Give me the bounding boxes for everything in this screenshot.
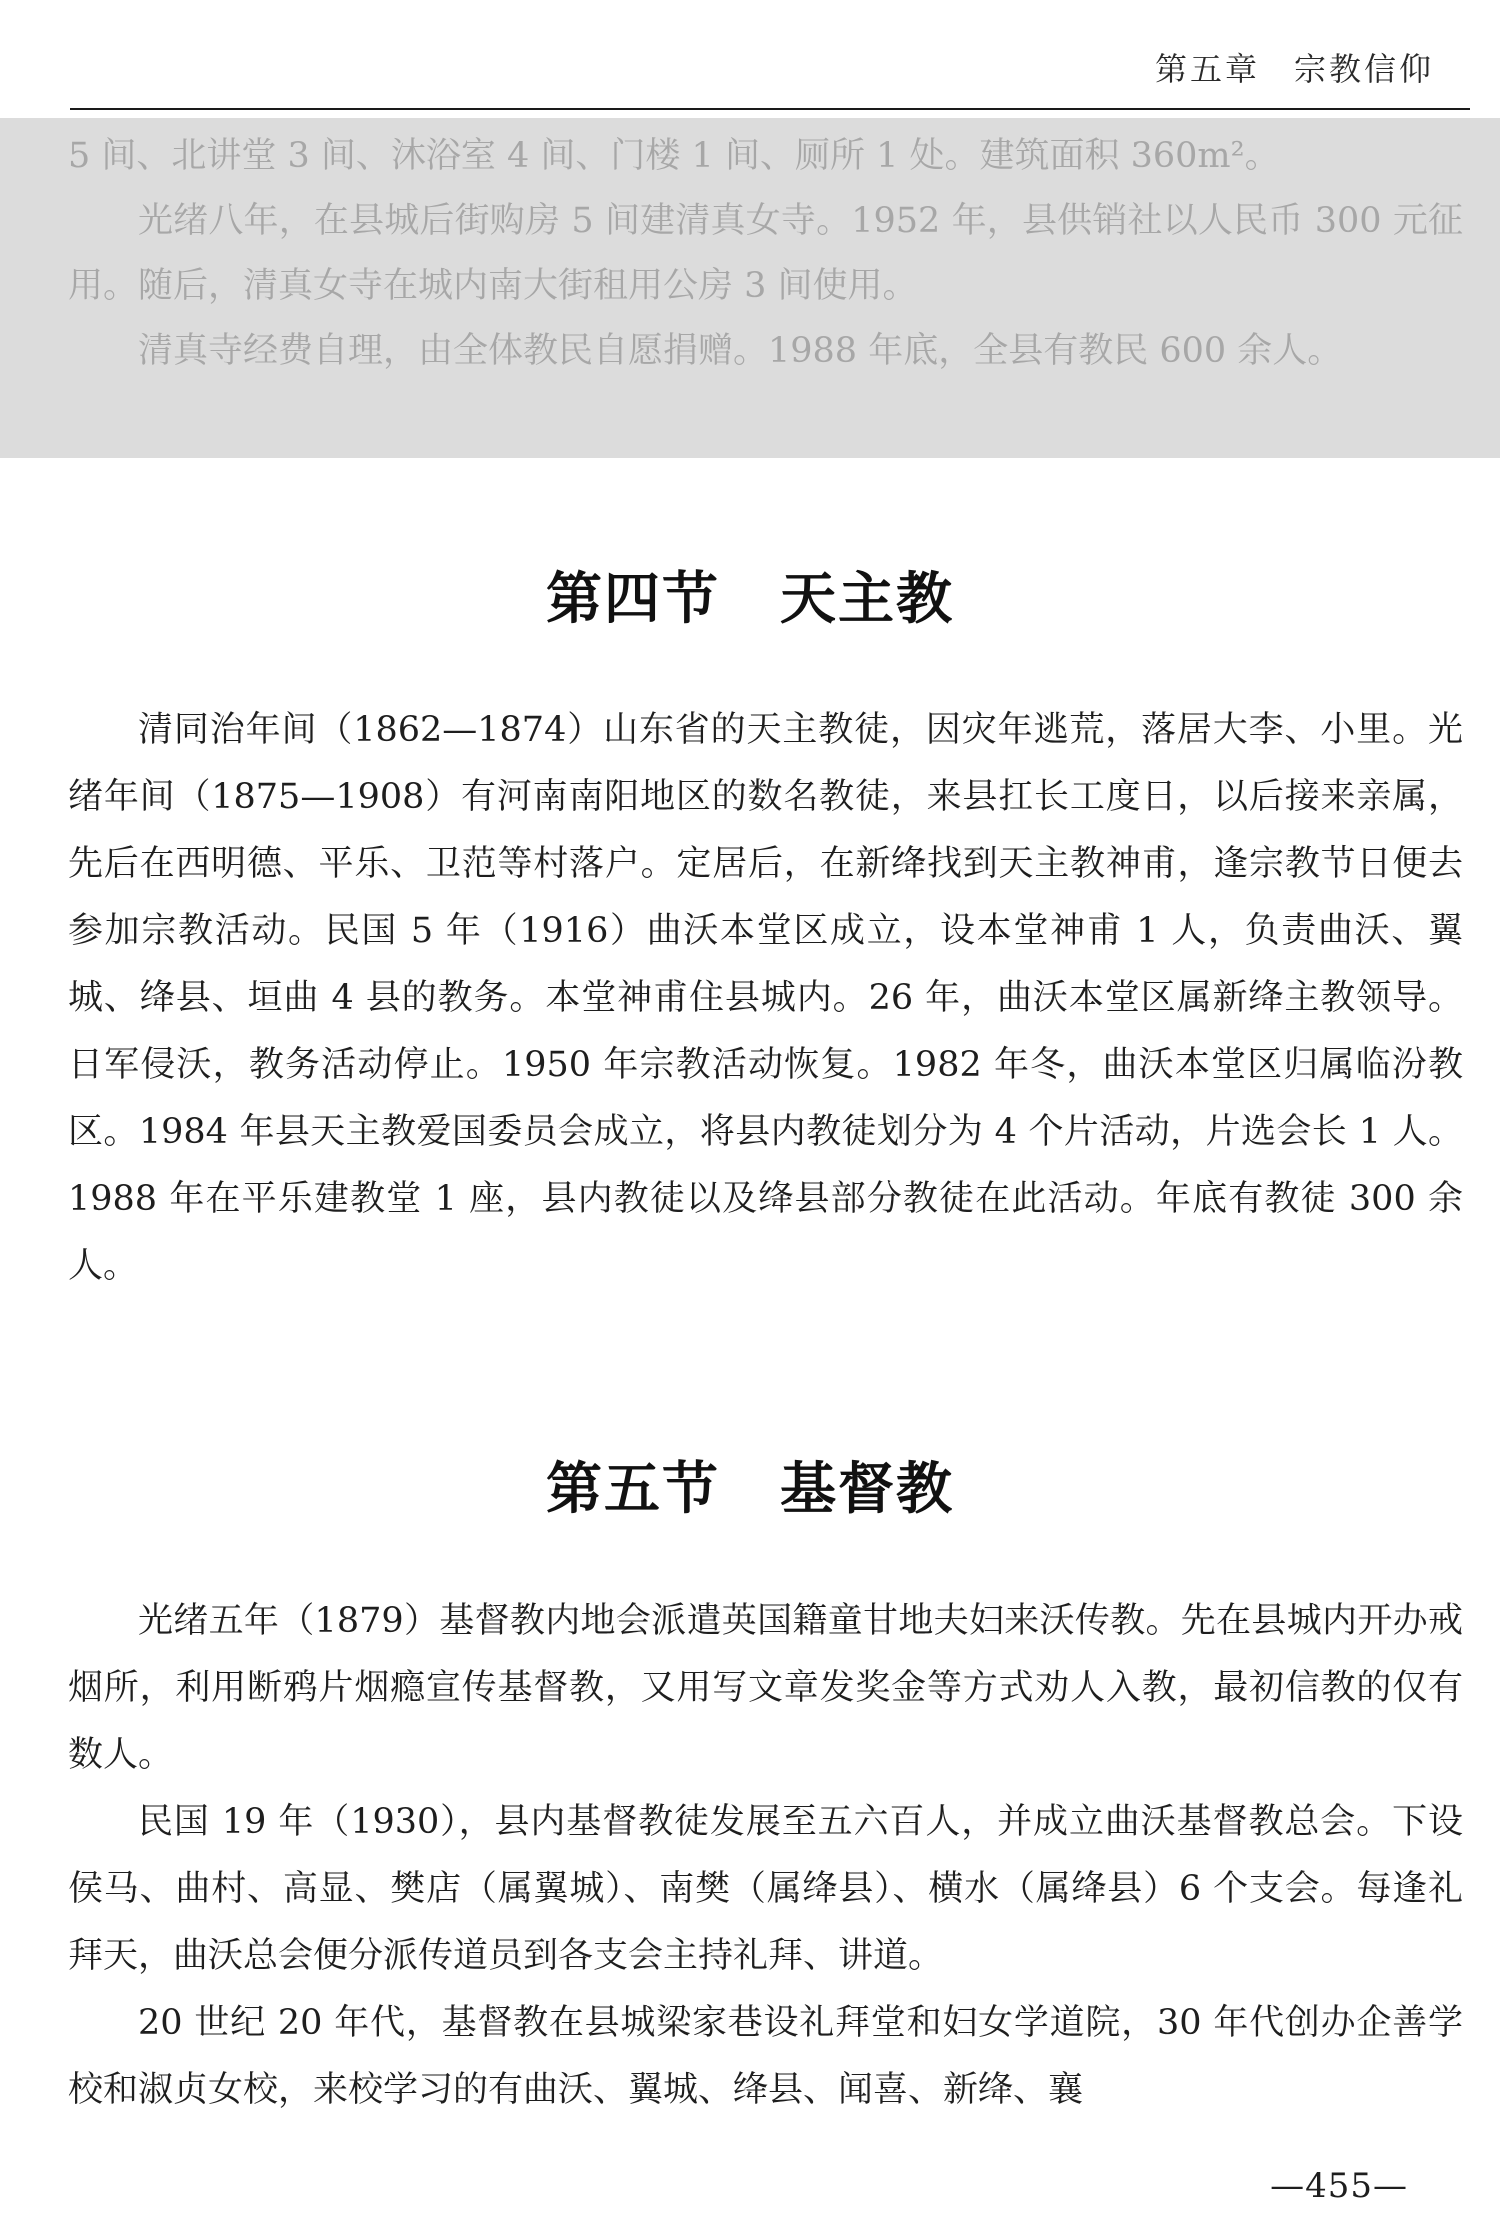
section-number: 第五节: [546, 1456, 720, 1522]
faded-paragraph: 光绪八年，在县城后街购房 5 间建清真女寺。1952 年，县供销社以人民币 300 元征用。随后，清真女寺在城内南大街租用公房 3 间使用。: [68, 201, 1463, 306]
body-paragraph: 民国 19 年（1930），县内基督教徒发展至五六百人，并成立曲沃基督教总会。下设侯马、曲村、高显、樊店（属翼城）、南樊（属绛县）、横水（属绛县）6 个支会。每逢礼拜天，曲沃总会便分派传道员到各支会主持礼拜、讲道。: [68, 1802, 1463, 1976]
faded-paragraph: 清真寺经费自理，由全体教民自愿捐赠。1988 年底，全县有教民 600 余人。: [138, 331, 1343, 371]
section-heading-christianity: [0, 1445, 1500, 1525]
header-rule: [70, 108, 1470, 110]
section-body-christianity: [68, 1588, 1463, 2124]
section-name: 天主教: [780, 566, 954, 632]
section-name: 基督教: [780, 1456, 954, 1522]
section-body-catholicism: [68, 697, 1463, 1300]
page-number: —455—: [1270, 2166, 1408, 2206]
running-header: [1155, 44, 1434, 90]
faded-paragraph: 5 间、北讲堂 3 间、沐浴室 4 间、门楼 1 间、厕所 1 处。建筑面积 360m²。: [68, 136, 1280, 176]
section-number: 第四节: [546, 566, 720, 632]
chapter-number: 第五章: [1154, 50, 1260, 88]
section-heading-catholicism: [0, 555, 1500, 635]
body-paragraph: 光绪五年（1879）基督教内地会派遣英国籍童甘地夫妇来沃传教。先在县城内开办戒烟所，利用断鸦片烟瘾宣传基督教，又用写文章发奖金等方式劝人入教，最初信教的仅有数人。: [68, 1601, 1463, 1775]
body-paragraph: 20 世纪 20 年代，基督教在县城梁家巷设礼拜堂和妇女学道院，30 年代创办企善学校和淑贞女校，来校学习的有曲沃、翼城、绛县、闻喜、新绛、襄: [68, 2003, 1463, 2110]
chapter-title: 宗教信仰: [1293, 50, 1434, 88]
body-paragraph: 清同治年间（1862—1874）山东省的天主教徒，因灾年逃荒，落居大李、小里。光绪年间（1875—1908）有河南南阳地区的数名教徒，来县扛长工度日，以后接来亲属，先后在西明德、平乐、卫范等村落户。定居后，在新绛找到天主教神甫，逢宗教节日便去参加宗教活动。民国 5 年（1916）曲沃本堂区成立，设本堂神甫 1 人，负责曲沃、翼城、绛县、垣曲 4 县的教务。本堂神甫住县城内。26 年，曲沃本堂区属新绛主教领导。日军侵沃，教务活动停止。1950 年宗教活动恢复。1982 年冬，曲沃本堂区归属临汾教区。1984 年县天主教爱国委员会成立，将县内教徒划分为 4 个片活动，片选会长 1 人。1988 年在平乐建教堂 1 座，县内教徒以及绛县部分教徒在此活动。年底有教徒 300 余人。: [68, 710, 1463, 1286]
faded-previous-text: [68, 124, 1463, 384]
